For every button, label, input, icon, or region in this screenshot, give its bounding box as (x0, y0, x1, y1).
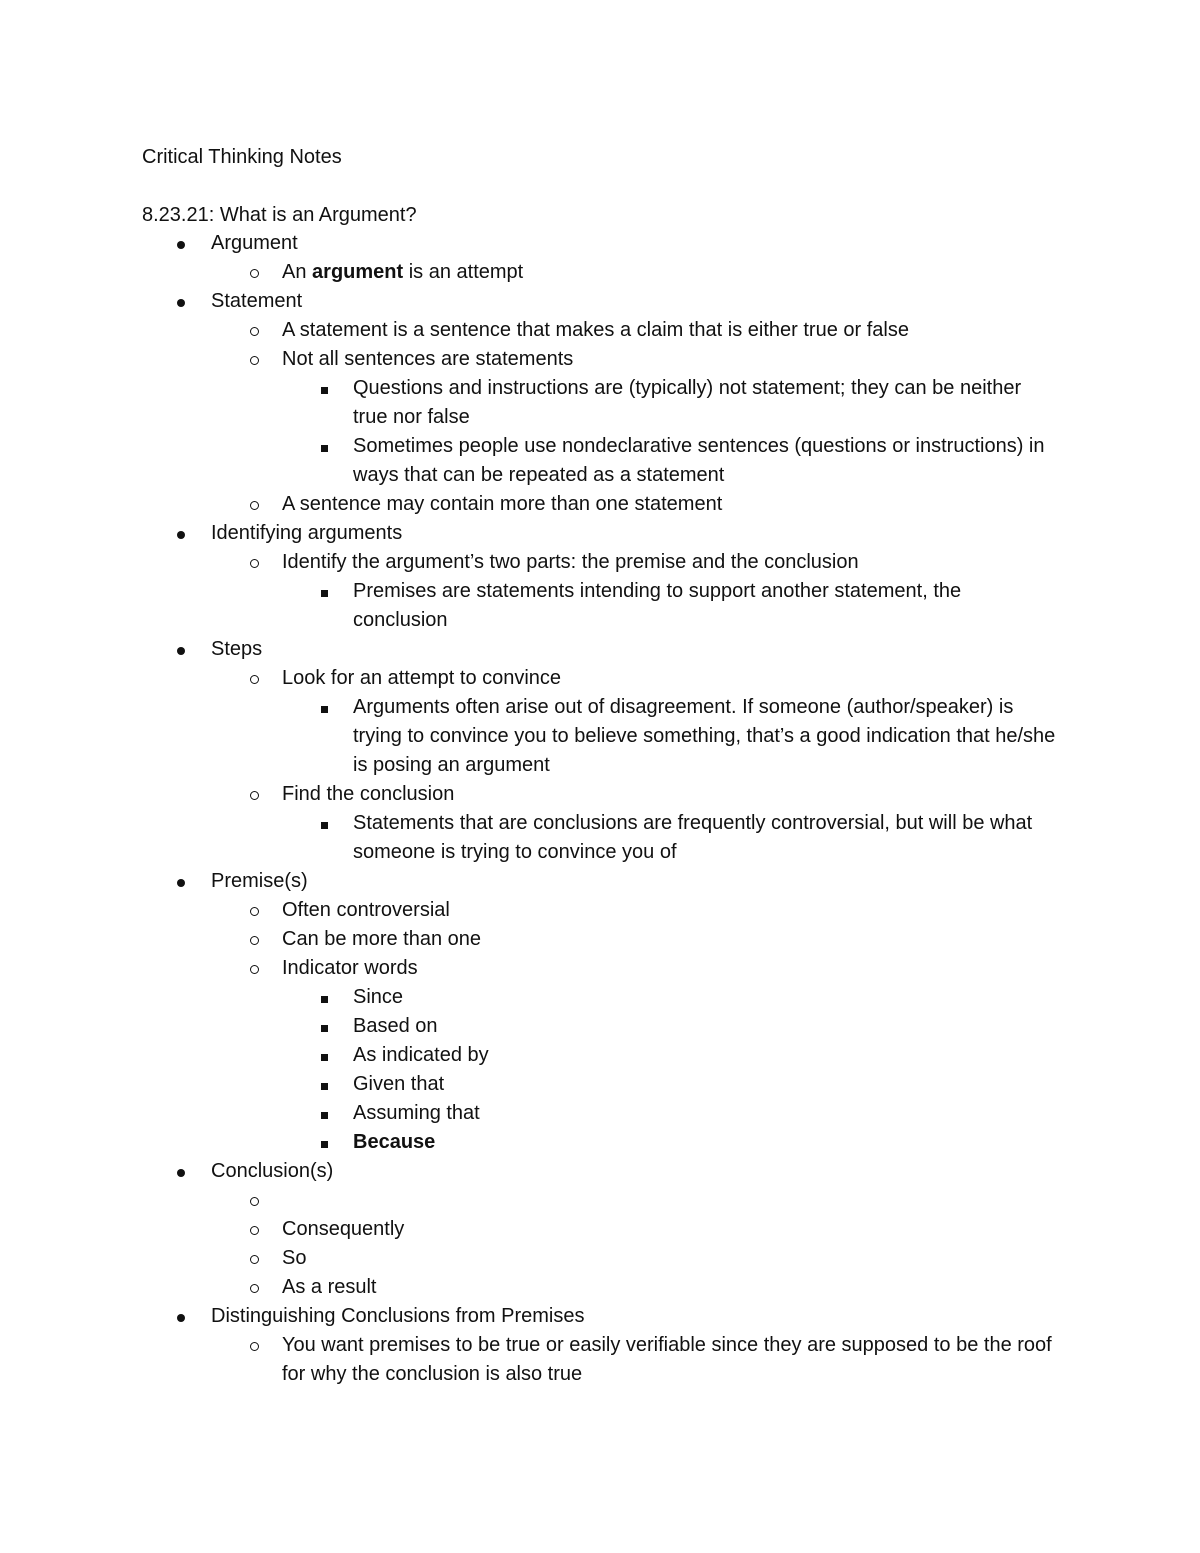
bullet-square-icon (321, 1112, 328, 1119)
outline-item-text: Because (353, 1131, 436, 1153)
outline-item-text: Questions and instructions are (typically) not statement; they can be neither true nor false (353, 377, 1022, 428)
bullet-square-icon (321, 445, 328, 452)
bullet-circle-icon (250, 675, 259, 684)
text-run: An (282, 261, 313, 283)
outline-item-text: Based on (353, 1015, 438, 1037)
bullet-marker (314, 432, 334, 461)
outline-item-level-3 (0, 1070, 1200, 1099)
bullet-dot-icon (177, 1314, 185, 1322)
outline-item-level-2 (0, 954, 1200, 983)
outline-item-text: Not all sentences are statements (282, 348, 574, 370)
outline-item-level-3 (0, 1099, 1200, 1128)
bullet-marker (244, 896, 264, 925)
outline-item-level-3 (0, 983, 1200, 1012)
outline-item-text: A sentence may contain more than one statement (282, 493, 723, 515)
outline-item-text: Steps (211, 638, 263, 660)
bullet-square-icon (321, 1083, 328, 1090)
outline-item-text: Can be more than one (282, 928, 482, 950)
outline-item-text: Sometimes people use nondeclarative sentences (questions or instructions) in ways that can be repeated as a statement (353, 435, 1045, 486)
outline-item-text: Often controversial (282, 899, 450, 921)
text-run: is an attempt (403, 261, 524, 283)
bullet-circle-icon (250, 327, 259, 336)
outline-item-level-3 (0, 1128, 1200, 1157)
bullet-marker (244, 1215, 264, 1244)
outline-item-text: Distinguishing Conclusions from Premises (211, 1305, 585, 1327)
bullet-marker (314, 1012, 334, 1041)
bullet-marker (244, 954, 264, 983)
bullet-marker (314, 1128, 334, 1157)
outline-item-text: Arguments often arise out of disagreement. If someone (author/speaker) is trying to convince you to believe something, that’s a good indication that he/she is posing an argument (353, 696, 1056, 776)
bullet-square-icon (321, 996, 328, 1003)
outline-item-level-2 (0, 925, 1200, 954)
outline-item-text: Identifying arguments (211, 522, 403, 544)
notes-outline (0, 229, 1200, 1389)
bullet-square-icon (321, 1025, 328, 1032)
bullet-marker (244, 258, 264, 287)
bullet-marker (244, 316, 264, 345)
outline-item-level-2 (0, 1215, 1200, 1244)
bullet-marker (314, 693, 334, 722)
bullet-marker (244, 780, 264, 809)
bullet-marker (314, 809, 334, 838)
bullet-square-icon (321, 1054, 328, 1061)
bullet-marker (171, 287, 191, 316)
bullet-dot-icon (177, 241, 185, 249)
outline-item-level-2 (0, 258, 1200, 287)
outline-item-text: Argument (211, 232, 298, 254)
bullet-marker (314, 374, 334, 403)
outline-item-level-3 (0, 1012, 1200, 1041)
bullet-square-icon (321, 387, 328, 394)
outline-item-text: Conclusion(s) (211, 1160, 334, 1182)
bullet-marker (171, 229, 191, 258)
bullet-marker (314, 1041, 334, 1070)
outline-item-text: Given that (353, 1073, 445, 1095)
bold-term: argument (312, 261, 404, 283)
outline-item-level-1 (0, 287, 1200, 316)
outline-item-text: Statements that are conclusions are frequently controversial, but will be what someone is trying to convince you of (353, 812, 1033, 863)
bullet-square-icon (321, 822, 328, 829)
outline-item-level-3 (0, 809, 1200, 867)
outline-item-level-1 (0, 1302, 1200, 1331)
outline-item-level-2 (0, 780, 1200, 809)
outline-item-text: As a result (282, 1276, 377, 1298)
bullet-marker (314, 983, 334, 1012)
bullet-marker (171, 635, 191, 664)
bullet-circle-icon (250, 356, 259, 365)
bullet-marker (244, 1244, 264, 1273)
bullet-marker (244, 548, 264, 577)
outline-item-text: Premise(s) (211, 870, 308, 892)
outline-item-text: A statement is a sentence that makes a claim that is either true or false (282, 319, 909, 341)
bullet-marker (244, 1186, 264, 1215)
outline-item-text: So (282, 1247, 307, 1269)
outline-item-level-2 (0, 896, 1200, 925)
outline-item-level-1 (0, 1157, 1200, 1186)
outline-item-level-1 (0, 635, 1200, 664)
outline-item-level-3 (0, 693, 1200, 780)
outline-item-level-3 (0, 432, 1200, 490)
outline-item-level-3 (0, 577, 1200, 635)
outline-item-text: Look for an attempt to convince (282, 667, 562, 689)
bullet-marker (171, 1157, 191, 1186)
outline-item-level-2 (0, 316, 1200, 345)
bullet-circle-icon (250, 791, 259, 800)
bullet-circle-icon (250, 269, 259, 278)
bullet-circle-icon (250, 1284, 259, 1293)
outline-item-level-2 (0, 1273, 1200, 1302)
outline-item-text: As indicated by (353, 1044, 489, 1066)
bullet-square-icon (321, 1141, 328, 1148)
outline-item-level-2 (0, 1244, 1200, 1273)
outline-item-level-2 (0, 1186, 1200, 1215)
outline-item-text (282, 258, 1062, 287)
outline-item-level-2 (0, 664, 1200, 693)
bullet-marker (314, 577, 334, 606)
outline-item-level-2 (0, 1331, 1200, 1389)
bullet-marker (244, 1331, 264, 1360)
bullet-marker (314, 1099, 334, 1128)
bullet-circle-icon (250, 559, 259, 568)
outline-item-text: Since (353, 986, 404, 1008)
document-title: Critical Thinking Notes (142, 146, 342, 168)
bullet-circle-icon (250, 1226, 259, 1235)
bullet-marker (171, 1302, 191, 1331)
bullet-marker (244, 664, 264, 693)
bullet-circle-icon (250, 907, 259, 916)
outline-item-level-1 (0, 519, 1200, 548)
bullet-dot-icon (177, 1169, 185, 1177)
outline-item-text: Assuming that (353, 1102, 480, 1124)
bullet-circle-icon (250, 1342, 259, 1351)
outline-item-text: Identify the argument’s two parts: the premise and the conclusion (282, 551, 859, 573)
outline-item-text: Consequently (282, 1218, 405, 1240)
outline-item-text: Indicator words (282, 957, 418, 979)
outline-item-level-3 (0, 1041, 1200, 1070)
bullet-marker (244, 1273, 264, 1302)
outline-item-level-2 (0, 548, 1200, 577)
bullet-dot-icon (177, 879, 185, 887)
outline-item-text: You want premises to be true or easily verifiable since they are supposed to be the roof for why the conclusion is also true (282, 1334, 1052, 1385)
bullet-marker (171, 519, 191, 548)
bullet-dot-icon (177, 299, 185, 307)
outline-item-level-2 (0, 490, 1200, 519)
outline-item-level-1 (0, 229, 1200, 258)
bullet-circle-icon (250, 936, 259, 945)
bullet-circle-icon (250, 1255, 259, 1264)
bullet-dot-icon (177, 531, 185, 539)
section-heading: 8.23.21: What is an Argument? (142, 204, 417, 226)
bullet-dot-icon (177, 647, 185, 655)
outline-item-text: Find the conclusion (282, 783, 455, 805)
bullet-marker (244, 345, 264, 374)
outline-item-text: Premises are statements intending to support another statement, the conclusion (353, 580, 962, 631)
bullet-marker (244, 925, 264, 954)
bullet-circle-icon (250, 1197, 259, 1206)
bullet-marker (244, 490, 264, 519)
bullet-square-icon (321, 706, 328, 713)
outline-item-level-3 (0, 374, 1200, 432)
bullet-circle-icon (250, 965, 259, 974)
outline-item-text: Statement (211, 290, 303, 312)
outline-item-level-1 (0, 867, 1200, 896)
bullet-square-icon (321, 590, 328, 597)
outline-item-level-2 (0, 345, 1200, 374)
bullet-marker (314, 1070, 334, 1099)
bullet-circle-icon (250, 501, 259, 510)
bullet-marker (171, 867, 191, 896)
